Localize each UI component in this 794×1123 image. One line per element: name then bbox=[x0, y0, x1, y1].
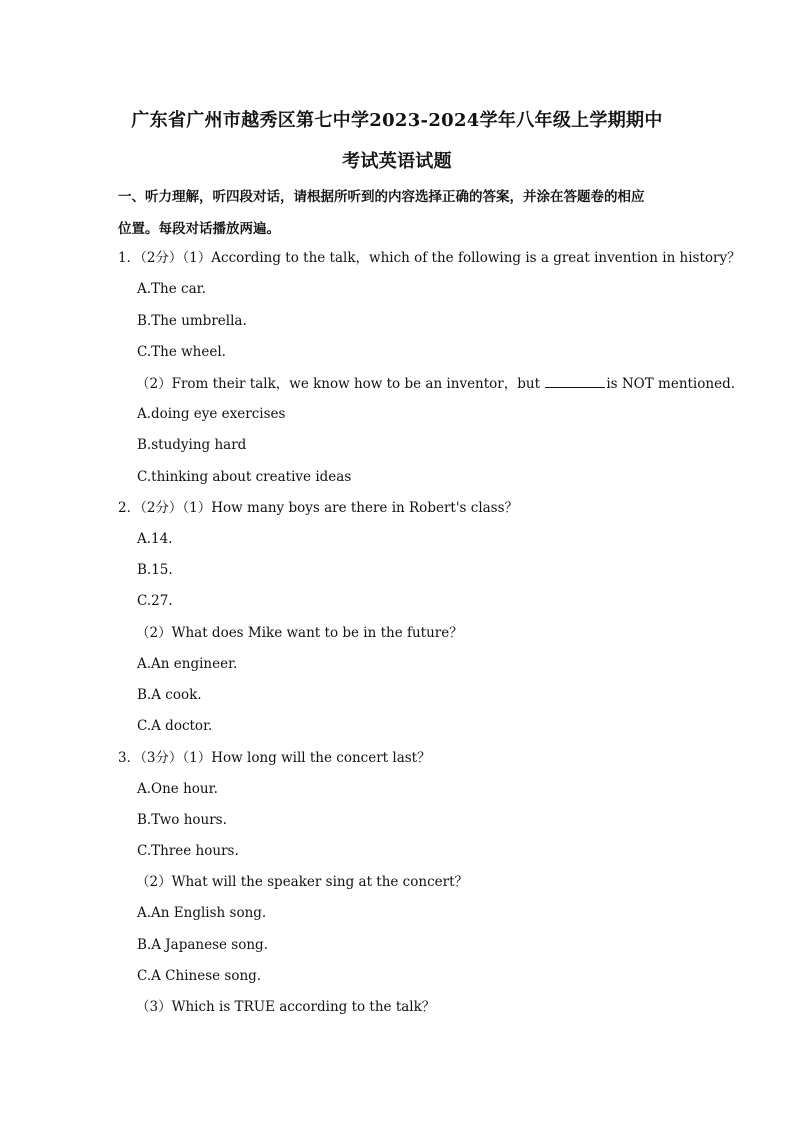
section-instruction-line-1: 一、听力理解，听四段对话，请根据所听到的内容选择正确的答案，并涂在答题卷的相应 bbox=[118, 189, 645, 205]
question-1-part-2-option-c: C.thinking about creative ideas bbox=[137, 469, 352, 485]
question-1-part-2-option-a: A.doing eye exercises bbox=[137, 406, 286, 422]
exam-title-line-2: 考试英语试题 bbox=[342, 151, 452, 172]
question-2-part-2-stem: （2）What does Mike want to be in the future？ bbox=[136, 625, 463, 641]
question-1-option-a: A.The car. bbox=[137, 281, 206, 297]
exam-title-line-1: 广东省广州市越秀区第七中学2023-2024学年八年级上学期期中 bbox=[131, 110, 663, 131]
question-1-stem: 1．（2分）（1）According to the talk，which of the following is a great invention in history？ bbox=[118, 250, 741, 266]
question-2-option-c: C.27. bbox=[137, 593, 173, 609]
question-3-part-2-option-c: C.A Chinese song. bbox=[137, 968, 262, 984]
question-2-part-2-option-b: B.A cook. bbox=[137, 687, 202, 703]
question-1-part-2-option-b: B.studying hard bbox=[137, 437, 247, 453]
question-3-part-2-stem: （2）What will the speaker sing at the concert？ bbox=[136, 874, 468, 890]
question-1-part-2-text-before: （2）From their talk，we know how to be an inventor，but bbox=[136, 376, 545, 392]
question-2-part-2-option-a: A.An engineer. bbox=[137, 656, 238, 672]
question-2-part-2-option-c: C.A doctor. bbox=[137, 718, 213, 734]
question-1-option-c: C.The wheel. bbox=[137, 344, 226, 360]
question-3-option-b: B.Two hours. bbox=[137, 812, 227, 828]
question-3-option-c: C.Three hours. bbox=[137, 843, 239, 859]
answer-blank bbox=[545, 375, 605, 388]
question-1-part-2-stem bbox=[136, 375, 735, 392]
question-3-stem: 3．（3分）（1）How long will the concert last？ bbox=[118, 750, 431, 766]
question-3-part-3-stem: （3）Which is TRUE according to the talk？ bbox=[136, 999, 436, 1015]
question-3-option-a: A.One hour. bbox=[137, 781, 218, 797]
question-3-part-2-option-b: B.A Japanese song. bbox=[137, 937, 268, 953]
question-2-option-b: B.15. bbox=[137, 562, 173, 578]
question-1-part-2-text-after: is NOT mentioned. bbox=[606, 376, 735, 392]
section-instruction-line-2: 位置。每段对话播放两遍。 bbox=[118, 221, 280, 237]
question-1-option-b: B.The umbrella. bbox=[137, 313, 247, 329]
question-3-part-2-option-a: A.An English song. bbox=[137, 905, 267, 921]
question-2-stem: 2．（2分）（1）How many boys are there in Robert's class？ bbox=[118, 500, 519, 516]
question-2-option-a: A.14. bbox=[137, 531, 173, 547]
